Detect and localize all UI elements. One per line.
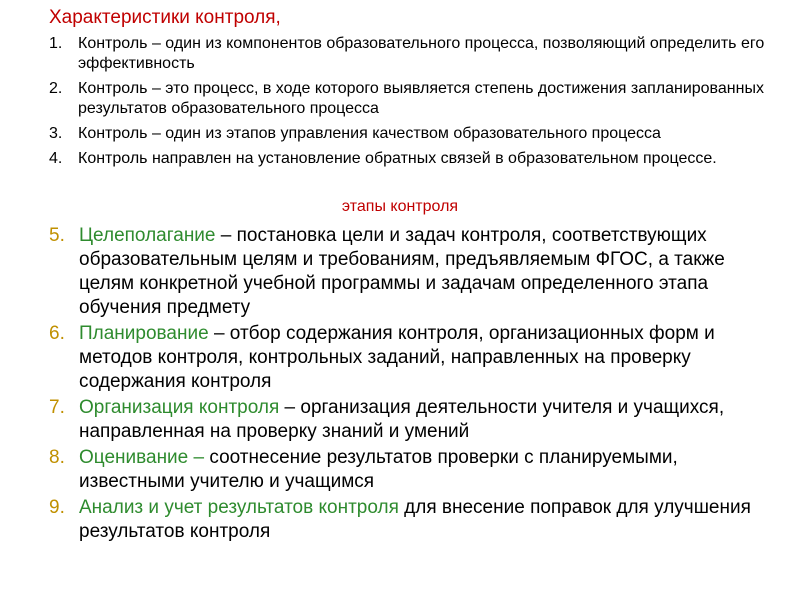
item-text: Контроль – один из этапов управления качеством образовательного процесса	[78, 125, 661, 142]
stage-number: 5.	[49, 225, 65, 246]
list-item	[49, 79, 769, 119]
stage-number: 9.	[49, 497, 65, 518]
stage-term: Оценивание –	[79, 447, 205, 468]
list-item	[49, 149, 769, 169]
stage-text: – отбор содержания контроля, организационных форм и методов контроля, контрольных заданий, направленных на проверку содержания контроля	[79, 323, 715, 392]
stage-text: – организация деятельности учителя и учащихся, направленная на проверку знаний и умений	[79, 397, 725, 442]
item-number: 4.	[49, 150, 63, 167]
slide-title: Характеристики контроля,	[49, 7, 281, 28]
stage-number: 7.	[49, 397, 65, 418]
list-item	[49, 224, 764, 320]
stage-term: Анализ и учет результатов контроля	[79, 497, 399, 518]
stage-term: Целеполагание	[79, 225, 216, 246]
list-item	[49, 34, 769, 74]
stage-number: 6.	[49, 323, 65, 344]
stage-term: Планирование	[79, 323, 209, 344]
characteristics-list	[49, 34, 769, 174]
list-item	[49, 124, 769, 144]
item-number: 3.	[49, 125, 63, 142]
stage-text: – постановка цели и задач контроля, соответствующих образовательным целям и требованиям, предъявляемым ФГОС, а также целям конкретной учебной программы и задачам определенного этапа обучения предмету	[79, 225, 725, 318]
stage-text: для внесение поправок для улучшения результатов контроля	[79, 497, 751, 542]
item-number: 1.	[49, 35, 63, 52]
item-text: Контроль – это процесс, в ходе которого выявляется степень достижения запланированных результатов образовательного процесса	[78, 80, 764, 117]
item-number: 2.	[49, 80, 63, 97]
item-text: Контроль – один из компонентов образовательного процесса, позволяющий определить его эффективность	[78, 35, 765, 72]
stages-list	[49, 224, 764, 546]
stages-heading: этапы контроля	[341, 198, 459, 215]
list-item	[49, 322, 764, 394]
item-text: Контроль направлен на установление обратных связей в образовательном процессе.	[78, 150, 717, 167]
list-item	[49, 446, 764, 494]
list-item	[49, 496, 764, 544]
stage-term: Организация контроля	[79, 397, 280, 418]
stage-number: 8.	[49, 447, 65, 468]
stage-text: соотнесение результатов проверки с планируемыми, известными учителю и учащимся	[79, 447, 678, 492]
list-item	[49, 396, 764, 444]
